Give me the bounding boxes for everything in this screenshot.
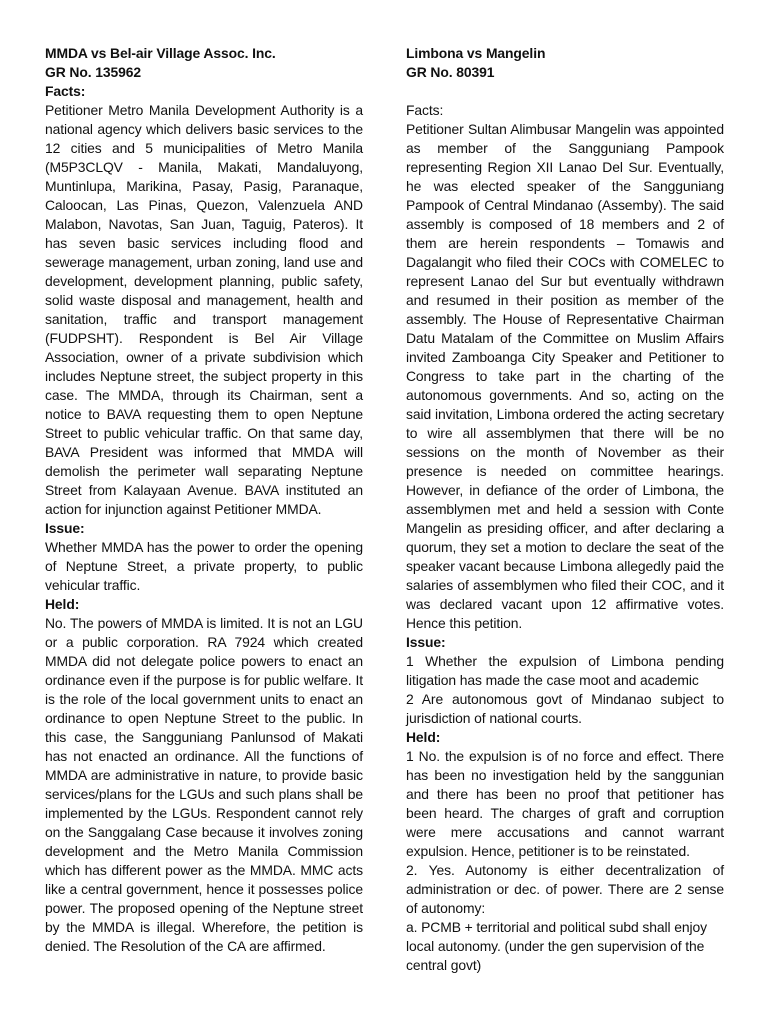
issue-heading: Issue: [45, 520, 85, 536]
held-heading: Held: [45, 596, 80, 612]
issue-paragraph: Whether MMDA has the power to order the opening of Neptune Street, a private property, to public vehicular traffic. [45, 539, 363, 593]
held-item: 2. Yes. Autonomy is either decentralization of administration or dec. of power. There are 2 sense of autonomy: [406, 862, 724, 916]
case-right-column [406, 44, 724, 975]
case-left-column [45, 44, 363, 956]
held-item: 1 No. the expulsion is of no force and effect. There has been no investigation held by the sanggunian and there has been no proof that petitioner has been heard. The charges of graft and corruption were mere accusations and cannot warrant expulsion. Hence, petitioner is to be reinstated. [406, 748, 724, 859]
held-paragraph: No. The powers of MMDA is limited. It is not an LGU or a public corporation. RA 7924 which created MMDA did not delegate police powers to enact an ordinance even if the purpose is for public welfare. It is the role of the local government units to enact an ordinance to open Neptune Street to the public. In this case, the Sangguniang Panlunsod of Makati has not enacted an ordinance. All the functions of MMDA are administrative in nature, to provide basic services/plans for the LGUs and such plans shall be implemented by the LGUs. Respondent cannot rely on the Sanggalang Case because it involves zoning development and the Metro Manila Commission which has different power as the MMDA. MMC acts like a central government, hence it possesses police power. The proposed opening of the Neptune street by the MMDA is illegal. Wherefore, the petition is denied. The Resolution of the CA are affirmed. [45, 615, 363, 954]
facts-paragraph: Petitioner Sultan Alimbusar Mangelin was appointed as member of the Sangguniang Pampook representing Region XII Lanao Del Sur. Eventually, he was elected speaker of the Sangguniang Pampook of Central Mindanao (Assemby). The said assembly is composed of 18 members and 2 of them are herein respondents – Tomawis and Dagalangit who filed their COCs with COMELEC to represent Lanao del Sur but eventually withdrawn and resumed in their position as member of the assembly. The House of Representative Chairman Datu Matalam of the Committee on Muslim Affairs invited Zamboanga City Speaker and Petitioner to Congress to take part in the charting of the autonomous governments. And so, acting on the said invitation, Limbona ordered the acting secretary to wire all assemblymen that there will be no sessions on the month of November as their presence is needed on committee hearings. However, in defiance of the order of Limbona, the assemblymen met and held a session with Conte Mangelin as presiding officer, and after declaring a quorum, they set a motion to declare the seat of the speaker vacant because Limbona allegedly paid the salaries of assemblymen who filed their COC, and it was declared vacant upon 12 affirmative votes. Hence this petition. [406, 121, 724, 631]
issue-item: 1 Whether the expulsion of Limbona pending litigation has made the case moot and academic [406, 653, 724, 688]
held-item: a. PCMB + territorial and political subd shall enjoy local autonomy. (under the gen supervision of the central govt) [406, 919, 707, 973]
blank-line [406, 82, 724, 101]
issue-heading: Issue: [406, 634, 446, 650]
case-title: MMDA vs Bel-air Village Assoc. Inc. [45, 45, 276, 61]
held-heading: Held: [406, 729, 441, 745]
facts-paragraph: Petitioner Metro Manila Development Authority is a national agency which delivers basic services to the 12 cities and 5 municipalities of Metro Manila (M5P3CLQV - Manila, Makati, Mandaluyong, Muntinlupa, Marikina, Pasay, Pasig, Paranaque, Caloocan, Las Pinas, Quezon, Valenzuela AND Malabon, Navotas, San Juan, Taguig, Pateros). It has seven basic services including flood and sewerage management, urban zoning, land use and development, development planning, public safety, solid waste disposal and management, health and sanitation, traffic and transport management (FUDPSHT). Respondent is Bel Air Village Association, owner of a private subdivision which includes Neptune street, the subject property in this case. The MMDA, through its Chairman, sent a notice to BAVA requesting them to open Neptune Street to public vehicular traffic. On that same day, BAVA President was informed that MMDA will demolish the perimeter wall separating Neptune Street from Kalayaan Avenue. BAVA instituted an action for injunction against Petitioner MMDA. [45, 102, 363, 517]
case-gr-number: GR No. 80391 [406, 64, 495, 80]
facts-heading: Facts: [406, 102, 444, 118]
facts-heading: Facts: [45, 83, 86, 99]
issue-item: 2 Are autonomous govt of Mindanao subject to jurisdiction of national courts. [406, 691, 724, 726]
case-title: Limbona vs Mangelin [406, 45, 546, 61]
case-gr-number: GR No. 135962 [45, 64, 141, 80]
